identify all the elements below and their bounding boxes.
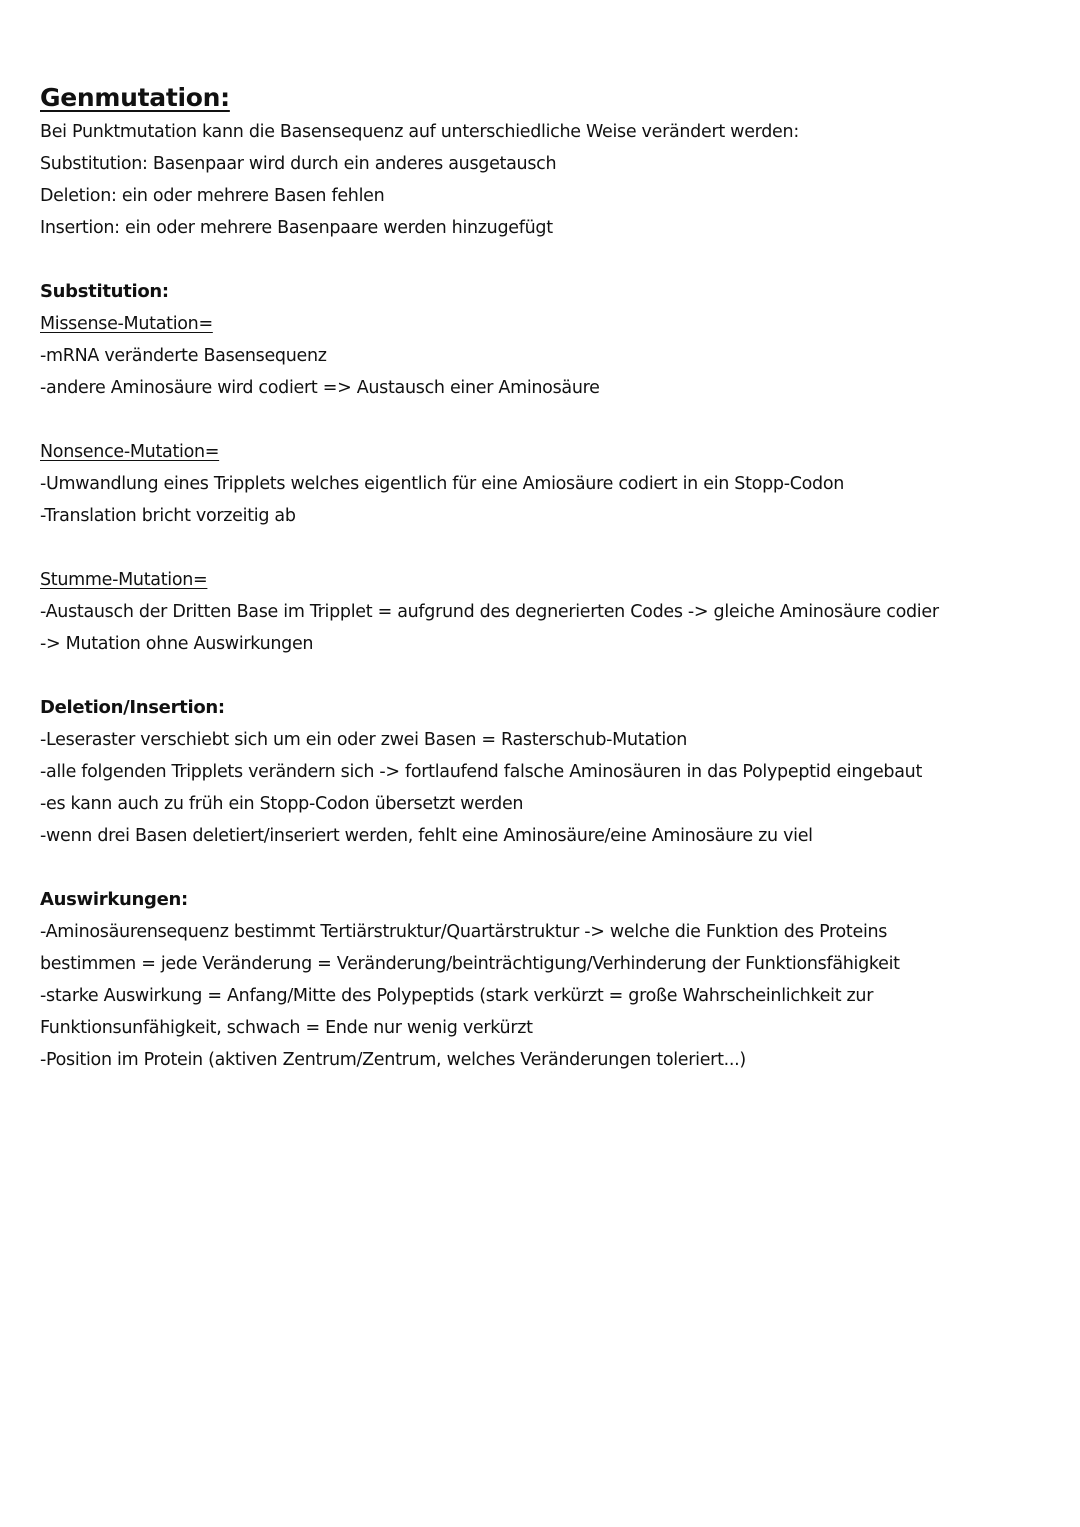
intro-line: Insertion: ein oder mehrere Basenpaare werden hinzugefügt — [40, 218, 553, 238]
substitution-section — [40, 276, 1050, 660]
nonsense-line: -Translation bricht vorzeitig ab — [40, 506, 296, 526]
deletion-insertion-line: -es kann auch zu früh ein Stopp-Codon übersetzt werden — [40, 794, 524, 814]
intro-line: Bei Punktmutation kann die Basensequenz auf unterschiedliche Weise verändert werden: — [40, 122, 799, 142]
page-title: Genmutation: — [40, 83, 230, 112]
spacer — [40, 244, 1050, 276]
effects-line: -starke Auswirkung = Anfang/Mitte des Polypeptids (stark verkürzt = große Wahrscheinlichkeit zur Funktionsunfähigkeit, schwach = Ende nur wenig verkürzt — [40, 986, 874, 1038]
nonsense-label: Nonsence-Mutation= — [40, 442, 220, 462]
deletion-insertion-section — [40, 692, 1050, 852]
effects-line: -Position im Protein (aktiven Zentrum/Zentrum, welches Veränderungen toleriert...) — [40, 1050, 746, 1070]
effects-heading: Auswirkungen: — [40, 889, 188, 910]
spacer — [40, 852, 1050, 884]
silent-line: -Austausch der Dritten Base im Tripplet = aufgrund des degnerierten Codes -> gleiche Aminosäure codier -> Mutation ohne Auswirkungen — [40, 602, 939, 654]
missense-line: -mRNA veränderte Basensequenz — [40, 346, 327, 366]
deletion-insertion-line: -Leseraster verschiebt sich um ein oder zwei Basen = Rasterschub-Mutation — [40, 730, 688, 750]
intro-line: Substitution: Basenpaar wird durch ein anderes ausgetausch — [40, 154, 557, 174]
deletion-insertion-heading: Deletion/Insertion: — [40, 697, 225, 718]
substitution-heading: Substitution: — [40, 281, 169, 302]
missense-label: Missense-Mutation= — [40, 314, 213, 334]
effects-section — [40, 884, 1050, 1076]
notes-page — [40, 80, 1050, 1076]
spacer — [40, 404, 1050, 436]
intro-section — [40, 116, 1050, 244]
spacer — [40, 532, 1050, 564]
effects-line: -Aminosäurensequenz bestimmt Tertiärstruktur/Quartärstruktur -> welche die Funktion des Proteins bestimmen = jede Veränderung = Veränderung/beinträchtigung/Verhinderung der Funktionsfähigkeit — [40, 922, 900, 974]
missense-line: -andere Aminosäure wird codiert => Austausch einer Aminosäure — [40, 378, 600, 398]
deletion-insertion-line: -alle folgenden Tripplets verändern sich -> fortlaufend falsche Aminosäuren in das Polypeptid eingebaut — [40, 762, 923, 782]
deletion-insertion-line: -wenn drei Basen deletiert/inseriert werden, fehlt eine Aminosäure/eine Aminosäure zu viel — [40, 826, 813, 846]
spacer — [40, 660, 1050, 692]
silent-label: Stumme-Mutation= — [40, 570, 208, 590]
intro-line: Deletion: ein oder mehrere Basen fehlen — [40, 186, 385, 206]
nonsense-line: -Umwandlung eines Tripplets welches eigentlich für eine Amiosäure codiert in ein Stopp-Codon — [40, 474, 845, 494]
